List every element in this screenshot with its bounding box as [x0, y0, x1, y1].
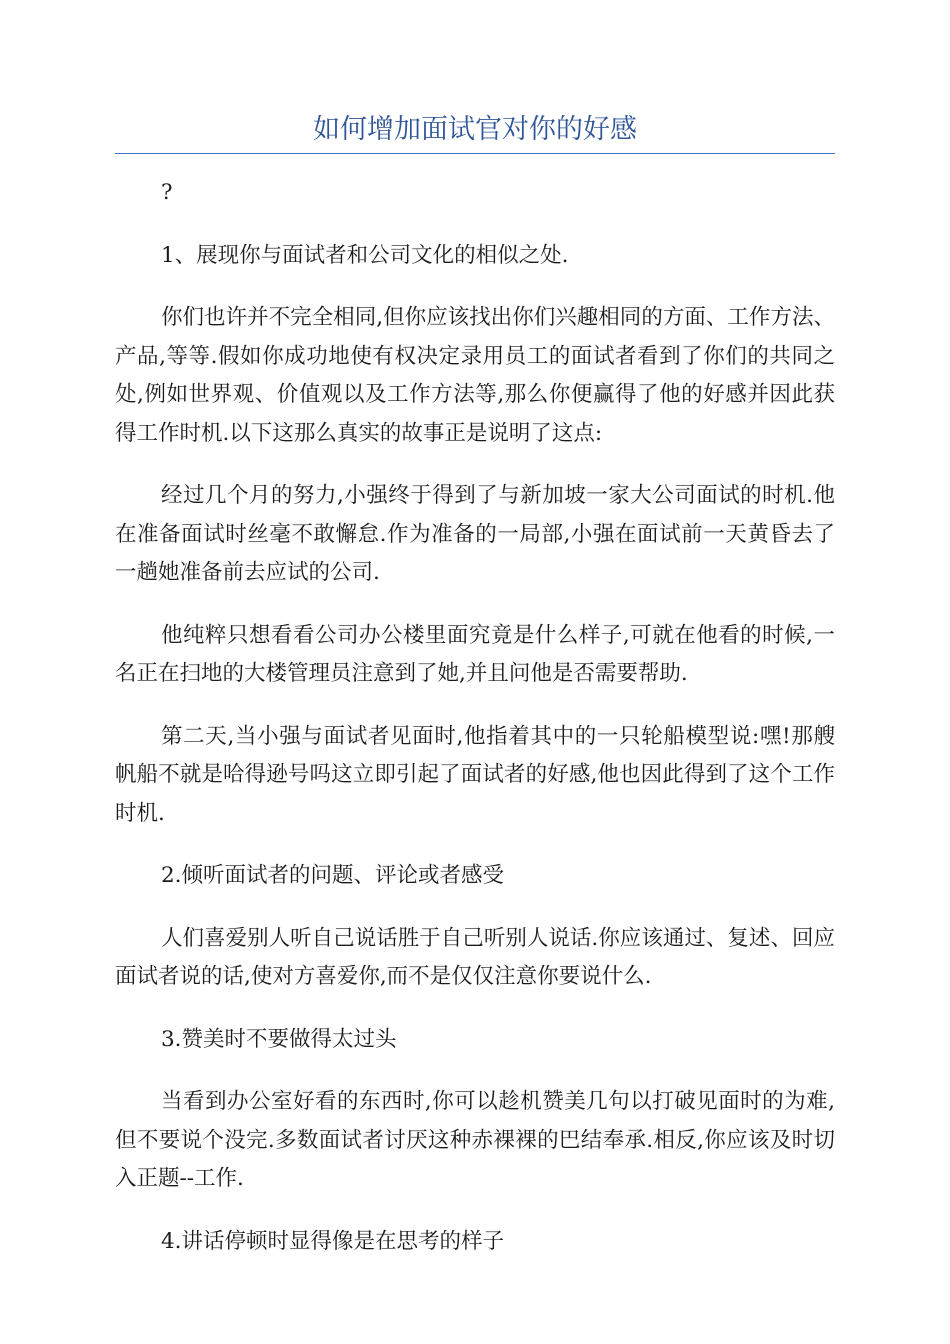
paragraph-story-visit: 他纯粹只想看看公司办公楼里面究竟是什么样子,可就在他看的时候,一名正在扫地的大楼管理员注意到了她,并且问他是否需要帮助.	[115, 622, 835, 686]
heading-point-4: 4.讲话停顿时显得像是在思考的样子	[161, 1228, 505, 1254]
title-underline	[115, 153, 835, 154]
document-title: 如何增加面试官对你的好感	[313, 114, 637, 145]
paragraph-listening: 人们喜爱别人听自己说话胜于自己听别人说话.你应该通过、复述、回应面试者说的话,使对方喜爱你,而不是仅仅注意你要说什么.	[115, 925, 835, 989]
paragraph-story-result: 第二天,当小强与面试者见面时,他指着其中的一只轮船模型说:嘿!那艘帆船不就是哈得逊号吗这立即引起了面试者的好感,他也因此得到了这个工作时机.	[115, 723, 835, 826]
paragraph-story-intro: 经过几个月的努力,小强终于得到了与新加坡一家大公司面试的时机.他在准备面试时丝毫不敢懈怠.作为准备的一局部,小强在面试前一天黄昏去了一趟她准备前去应试的公司.	[115, 483, 835, 585]
paragraph-question-mark: ?	[161, 180, 173, 205]
document-body	[115, 174, 835, 1285]
paragraph-praise: 当看到办公室好看的东西时,你可以趁机赞美几句以打破见面时的为难,但不要说个没完.多数面试者讨厌这种赤裸裸的巴结奉承.相反,你应该及时切入正题--工作.	[115, 1089, 835, 1191]
paragraph-common-ground: 你们也许并不完全相同,但你应该找出你们兴趣相同的方面、工作方法、产品,等等.假如你成功地使有权决定录用员工的面试者看到了你们的共同之处,例如世界观、价值观以及工作方法等,那么你便赢得了他的好感并因此获得工作时机.以下这那么真实的故事正是说明了这点:	[115, 305, 835, 446]
heading-point-3: 3.赞美时不要做得太过头	[161, 1026, 397, 1052]
heading-point-2: 2.倾听面试者的问题、评论或者感受	[161, 863, 505, 888]
heading-point-1: 1、展现你与面试者和公司文化的相似之处.	[161, 242, 569, 268]
